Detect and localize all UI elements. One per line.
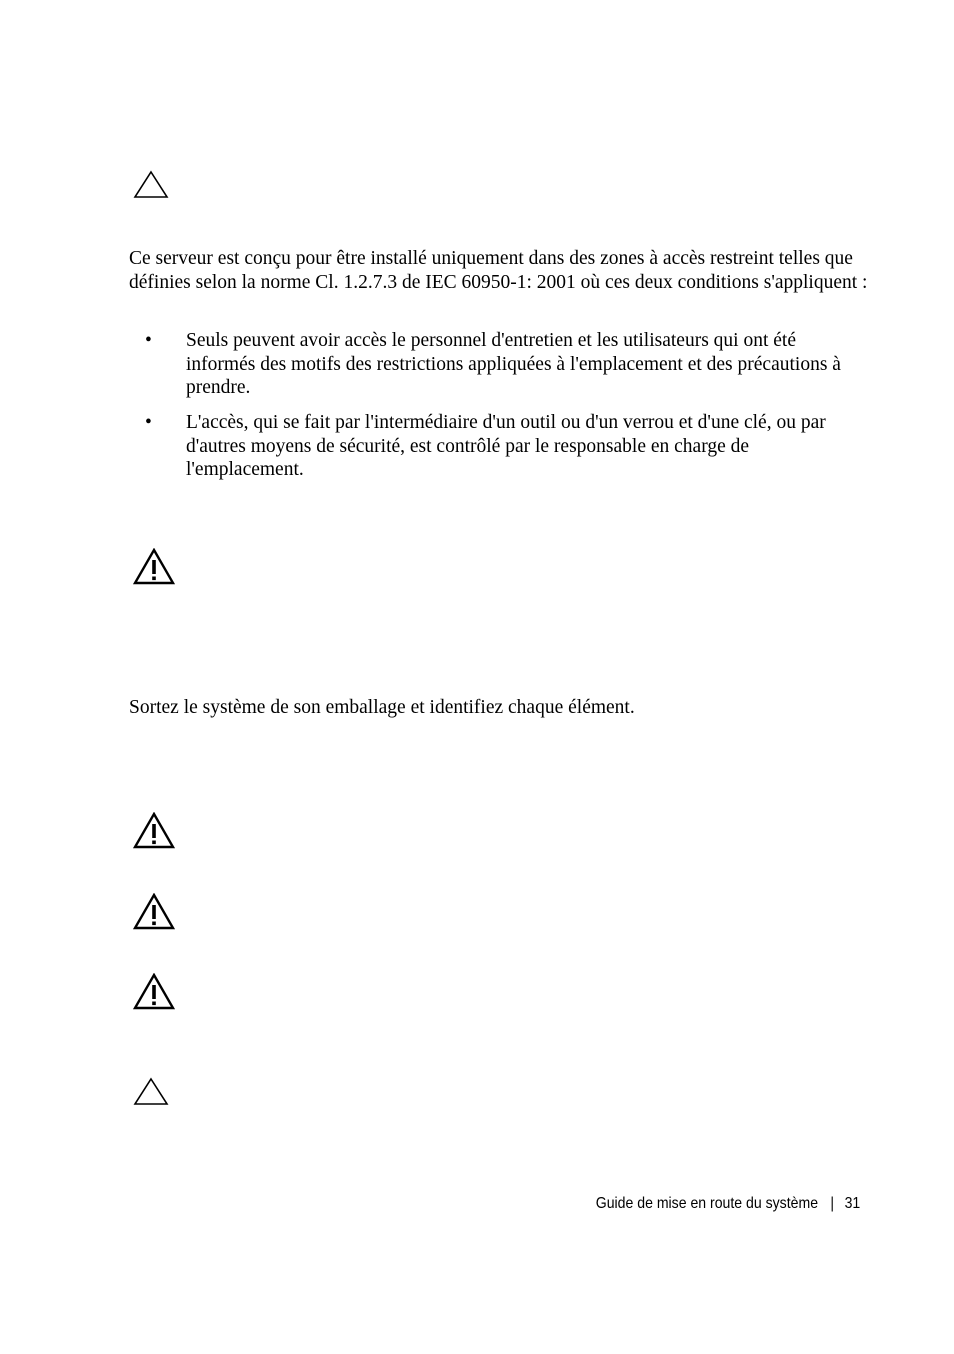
page-footer — [595, 1193, 861, 1215]
warning-icon — [133, 973, 175, 1011]
bullet-text: Seuls peuvent avoir accès le personnel d'entretien et les utilisateurs qui ont été informés des motifs des restrictions appliquées à l'emplacement et des précautions à prendre. — [186, 330, 841, 398]
warning-icon — [133, 548, 175, 586]
guide-title: Guide de mise en route du système — [595, 1195, 819, 1212]
footer-separator: | — [830, 1195, 835, 1212]
page-number: 31 — [844, 1195, 861, 1212]
caution-icon — [133, 1077, 169, 1107]
bullet-marker: • — [145, 412, 152, 433]
bullet-marker: • — [145, 330, 152, 351]
bullet-text: L'accès, qui se fait par l'intermédiaire d'un outil ou d'un verrou et d'une clé, ou par d'autres moyens de sécurité, est contrôlé par le responsable en charge de l'emplacement. — [186, 412, 826, 480]
restricted-access-paragraph: Ce serveur est conçu pour être installé uniquement dans des zones à accès restreint telles que définies selon la norme Cl. 1.2.7.3 de IEC 60950-1: 2001 où ces deux conditions s'appliquent : — [129, 248, 868, 293]
unpack-paragraph: Sortez le système de son emballage et identifiez chaque élément. — [129, 697, 635, 718]
warning-icon — [133, 812, 175, 850]
caution-icon — [133, 170, 169, 200]
warning-icon — [133, 893, 175, 931]
